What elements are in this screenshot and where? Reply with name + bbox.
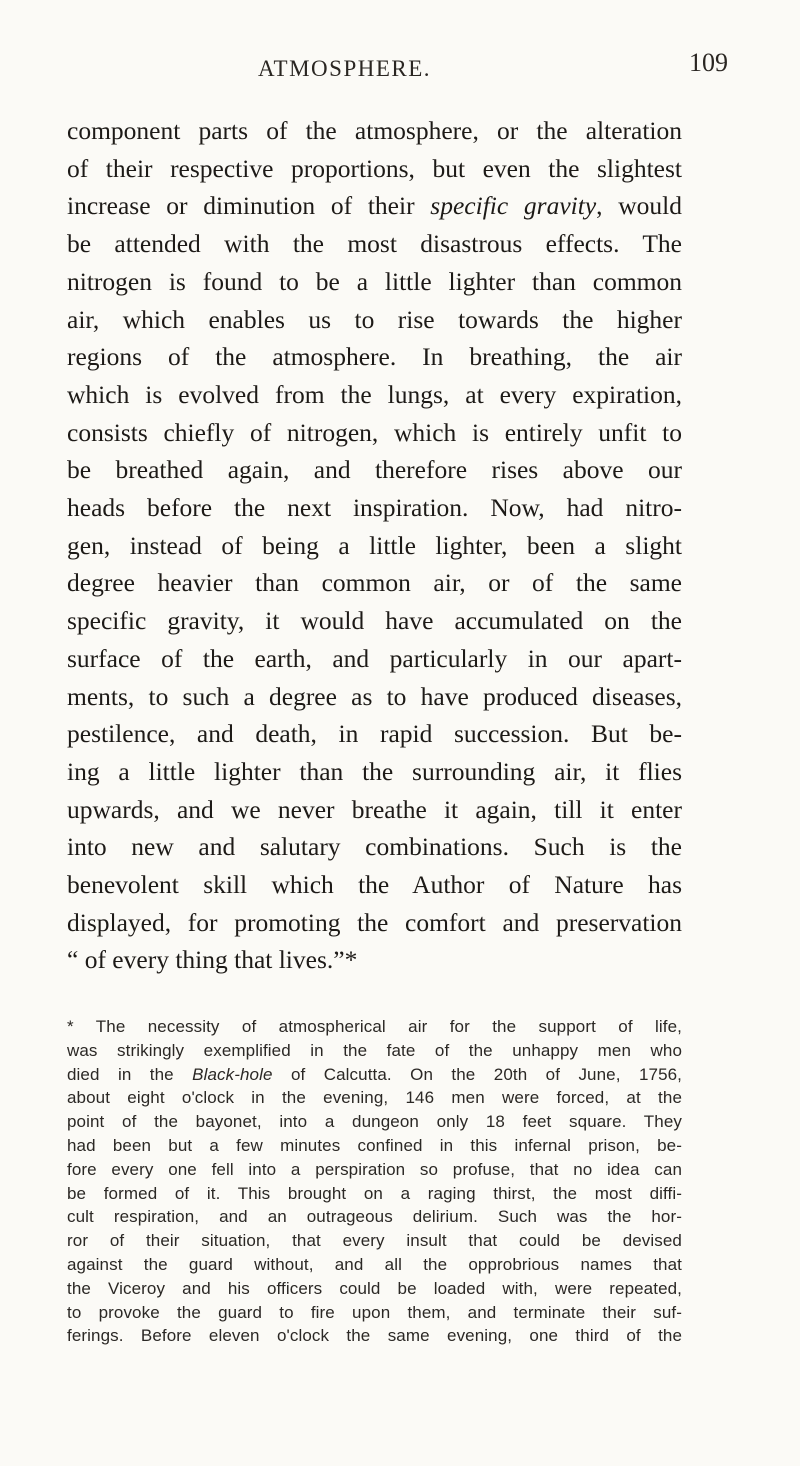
text-line: increase or diminution of their specific gravity, would xyxy=(67,191,682,221)
text-line: consists chiefly of nitrogen, which is entirely unfit to xyxy=(67,417,682,447)
footnote-line: the Viceroy and his officers could be loaded with, were repeated, xyxy=(67,1278,682,1298)
running-head: ATMOSPHERE. xyxy=(258,56,432,81)
footnote xyxy=(67,1015,682,1348)
text-line: gen, instead of being a little lighter, been a slight xyxy=(67,530,682,560)
text-line: ments, to such a degree as to have produced diseases, xyxy=(67,681,682,711)
footnote-line: point of the bayonet, into a dungeon only 18 feet square. They xyxy=(67,1112,682,1132)
footnote-line: about eight o'clock in the evening, 146 men were forced, at the xyxy=(67,1088,682,1108)
text-line: be attended with the most disastrous effects. The xyxy=(67,229,682,259)
footnote-line: to provoke the guard to fire upon them, and terminate their suf- xyxy=(67,1302,682,1322)
text-line: ing a little lighter than the surrounding air, it flies xyxy=(67,756,682,786)
footnote-line: had been but a few minutes confined in this infernal prison, be- xyxy=(67,1135,682,1155)
text-line: of their respective proportions, but even the slightest xyxy=(67,153,682,183)
footnote-line: be formed of it. This brought on a raging thirst, the most diffi- xyxy=(67,1183,682,1203)
footnote-line: cult respiration, and an outrageous delirium. Such was the hor- xyxy=(67,1207,682,1227)
text-line: nitrogen is found to be a little lighter than common xyxy=(67,266,682,296)
footnote-line: fore every one fell into a perspiration so profuse, that no idea can xyxy=(67,1159,682,1179)
emphasis: specific gravity xyxy=(430,191,597,221)
text-line: component parts of the atmosphere, or the alteration xyxy=(67,116,682,145)
text-line: degree heavier than common air, or of the same xyxy=(67,568,682,598)
emphasis: Black-hole xyxy=(192,1064,273,1084)
text-line: into new and salutary combinations. Such is the xyxy=(67,832,682,862)
text-line: upwards, and we never breathe it again, till it enter xyxy=(67,794,682,824)
text-line: pestilence, and death, in rapid succession. But be- xyxy=(67,719,682,749)
footnote-line: died in the Black-hole of Calcutta. On the 20th of June, 1756, xyxy=(67,1064,682,1084)
footnote-line: ferings. Before eleven o'clock the same evening, one third of the xyxy=(67,1326,682,1346)
footnote-line: against the guard without, and all the opprobrious names that xyxy=(67,1254,682,1274)
footnote-line: ror of their situation, that every insult that could be devised xyxy=(67,1231,682,1251)
text-line: surface of the earth, and particularly in our apart- xyxy=(67,643,682,673)
text-line: “ of every thing that lives.”* xyxy=(67,945,358,975)
main-text xyxy=(67,112,682,979)
text-line: heads before the next inspiration. Now, had nitro- xyxy=(67,493,682,523)
text-line: displayed, for promoting the comfort and preservation xyxy=(67,907,682,937)
footnote-line: was strikingly exemplified in the fate of the unhappy men who xyxy=(67,1040,682,1060)
text-line: regions of the atmosphere. In breathing, the air xyxy=(67,342,682,372)
text-line: benevolent skill which the Author of Nature has xyxy=(67,870,682,900)
text-line: which is evolved from the lungs, at every expiration, xyxy=(67,379,682,409)
text-line: be breathed again, and therefore rises above our xyxy=(67,455,682,485)
page-number: 109 xyxy=(689,48,728,77)
footnote-line: * The necessity of atmospherical air for the support of life, xyxy=(67,1017,682,1036)
text-line: air, which enables us to rise towards the higher xyxy=(67,304,682,334)
text-line: specific gravity, it would have accumulated on the xyxy=(67,606,682,636)
